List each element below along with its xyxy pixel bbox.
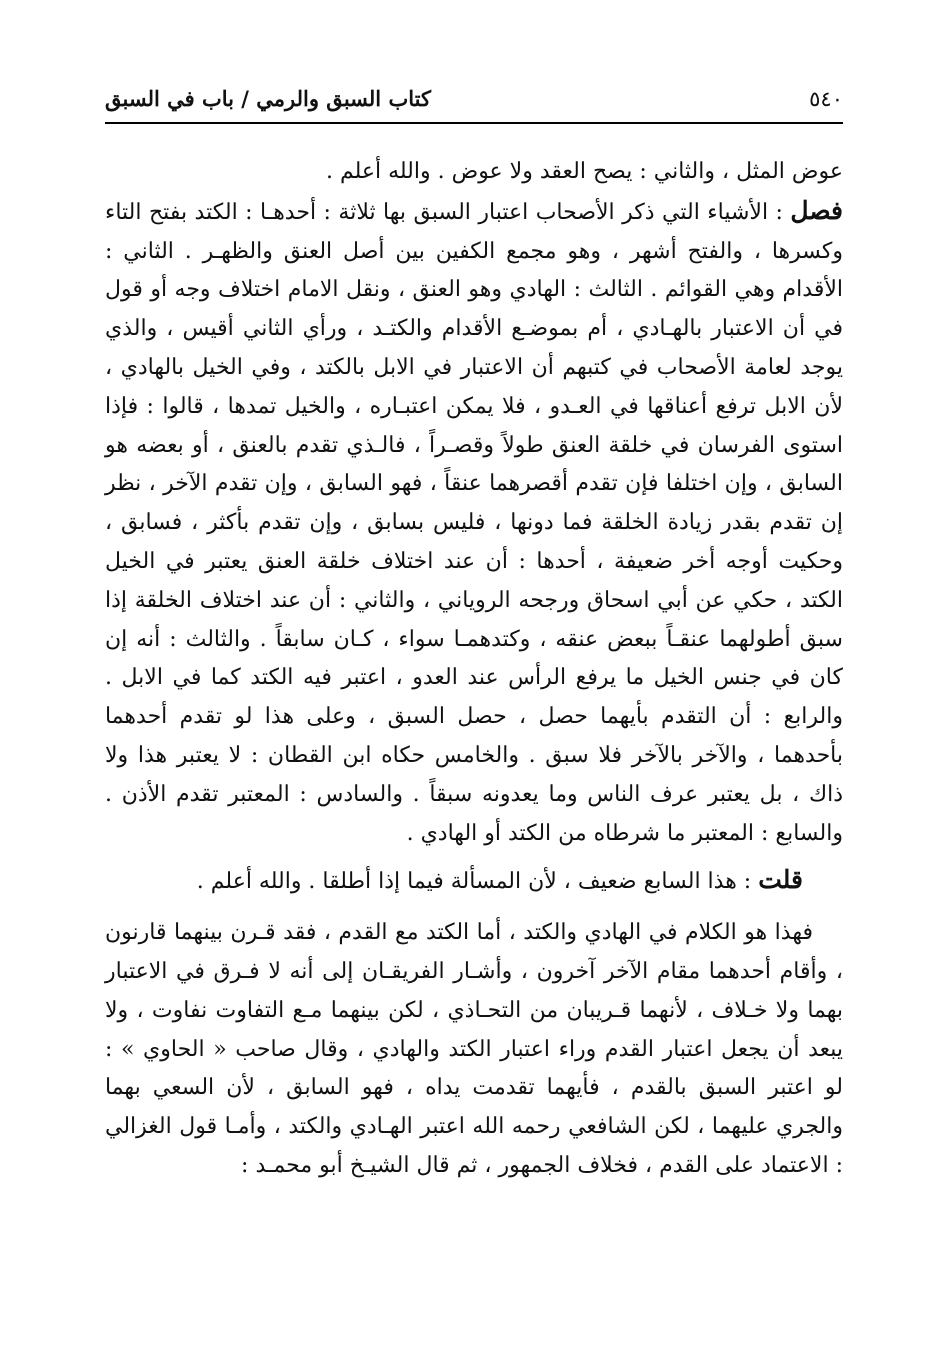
paragraph-fasl — [105, 192, 843, 854]
paragraph-qultu — [105, 861, 843, 902]
qultu-heading: قلت — [758, 865, 803, 895]
fasl-text: : الأشياء التي ذكر الأصحاب اعتبار السبق بها ثلاثة : أحدهـا : الكتد بفتح التاء وكسرها ، والفتح أشهر ، وهو مجمع الكفين بين أصل العنق والظهـر . الثاني : الأقدام وهي القوائم . الثالث : الهادي وهو العنق ، ونقل الامام اختلاف وجه أو قول في أن الاعتبار بالهـادي ، أم بموضـع الأقدام والكتـد ، ورأي الثاني أقيس ، والذي يوجد لعامة الأصحاب في كتبهم أن الاعتبار في الابل بالكتد ، وفي الخيل بالهادي ، لأن الابل ترفع أعناقها في العـدو ، فلا يمكن اعتبـاره ، والخيل تمدها ، قالوا : فإذا استوى الفرسان في خلقة العنق طولاً وقصـراً ، فالـذي تقدم بالعنق ، أو بعضه هو السابق ، وإن اختلفا فإن تقدم أقصرهما عنقاً ، فهو السابق ، وإن تقدم الآخر ، نظر إن تقدم بقدر زيادة الخلقة فما دونها ، فليس بسابق ، وإن تقدم بأكثر ، فسابق ، وحكيت أوجه أخر ضعيفة ، أحدها : أن عند اختلاف خلقة العنق يعتبر في الخيل الكتد ، حكي عن أبي اسحاق ورجحه الروياني ، والثاني : أن عند اختلاف الخلقة إذا سبق أطولهما عنقـاً ببعض عنقه ، وكتدهمـا سواء ، كـان سابقاً . والثالث : أنه إن كان في جنس الخيل ما يرفع الرأس عند العدو ، اعتبر فيه الكتد كما في الابل . والرابع : أن التقدم بأيهما حصل ، حصل السبق ، وعلى هذا لو تقدم أحدهما بأحدهما ، والآخر بالآخر فلا سبق . والخامس حكاه ابن القطان : لا يعتبر هذا ولا ذاك ، بل يعتبر عرف الناس وما يعدونه سبقاً . والسادس : المعتبر تقدم الأذن . والسابع : المعتبر ما شرطاه من الكتد أو الهادي . — [105, 199, 843, 846]
paragraph-discussion: فهذا هو الكلام في الهادي والكتد ، أما الكتد مع القدم ، فقد قـرن بينهما قارنون ، وأقام أحدهما مقام الآخر آخرون ، وأشـار الفريقـان إلى أنه لا فـرق في الاعتبار بهما ولا خـلاف ، لأنهما قـريبان من التحـاذي ، لكن بينهما مـع التفاوت نفاوت ، ولا يبعد أن يجعل اعتبار القدم وراء اعتبار الكتد والهادي ، وقال صاحب « الحاوي » : لو اعتبر السبق بالقدم ، فأيهما تقدمت يداه ، فهو السابق ، لأن السعي بهما والجري عليهما ، لكن الشافعي رحمه الله اعتبر الهـادي والكتد ، وأمـا قول الغزالي : الاعتماد على القدم ، فخلاف الجمهور ، ثم قال الشيـخ أبو محمـد : — [105, 920, 843, 1178]
header-rule — [105, 122, 843, 124]
running-title: كتاب السبق والرمي / باب في السبق — [105, 86, 431, 111]
body-text — [105, 153, 843, 1186]
paragraph-closing: عوض المثل ، والثاني : يصح العقد ولا عوض . والله أعلم . — [325, 159, 843, 184]
qultu-text: : هذا السابع ضعيف ، لأن المسألة فيما إذا أطلقا . والله أعلم . — [196, 869, 759, 895]
page-number: ٥٤٠ — [809, 87, 843, 111]
page-header — [105, 84, 843, 116]
fasl-heading: فصل — [790, 195, 843, 225]
